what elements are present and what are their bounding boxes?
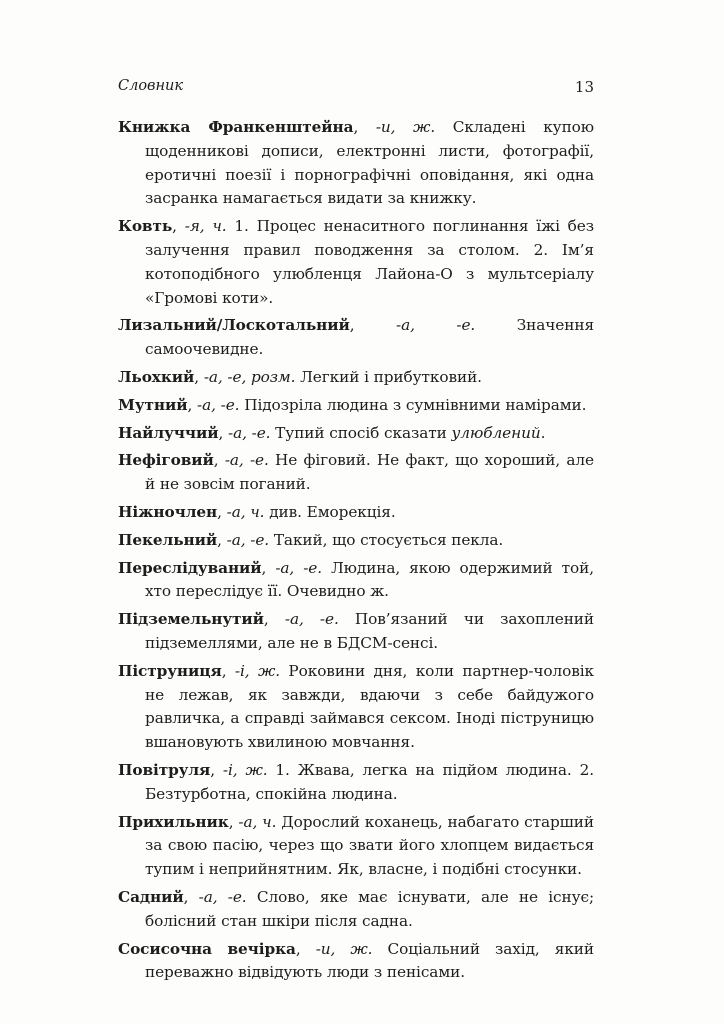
entry-definition: див. Еморекція. <box>264 502 396 521</box>
entry-term: Пекельний <box>118 530 218 549</box>
dictionary-entry <box>118 557 594 605</box>
entry-definition: Людина, якою одержимий той, хто переслідує її. Очевидно ж. <box>145 558 594 601</box>
entry-separator: , <box>221 661 235 680</box>
dictionary-entry <box>118 215 594 310</box>
entry-separator: , <box>295 939 316 958</box>
entry-separator: , <box>217 530 227 549</box>
entry-separator: , <box>349 316 397 335</box>
entry-separator: , <box>218 423 229 442</box>
dictionary-entries <box>118 116 594 989</box>
entry-grammar: -я, ч. <box>184 217 227 236</box>
dictionary-entry <box>118 529 594 553</box>
entry-definition-end: . <box>540 423 546 442</box>
entry-grammar: -а, -е. <box>197 395 240 414</box>
entry-separator: , <box>353 118 376 136</box>
entry-grammar: -а, -е. <box>226 530 270 549</box>
entry-term: Повітруля <box>118 760 211 779</box>
entry-separator: , <box>210 760 223 779</box>
entry-term: Прихильник <box>118 812 229 831</box>
entry-term: Льохкий <box>118 367 195 386</box>
entry-definition: 1. Жвава, легка на підйом людина. 2. Безтурботна, спокійна людина. <box>145 760 594 803</box>
entry-term: Ковть <box>118 217 173 236</box>
entry-grammar: -и, ж. <box>315 939 373 958</box>
entry-term: Мутний <box>118 395 188 414</box>
entry-grammar: -і, ж. <box>222 760 268 779</box>
entry-definition-italic: улюблений <box>451 423 541 442</box>
entry-grammar: -а, ч. <box>226 502 265 521</box>
entry-term: Садний <box>118 887 184 906</box>
dictionary-entry <box>118 394 594 418</box>
entry-term: Ніжночлен <box>118 502 218 521</box>
dictionary-entry <box>118 449 594 497</box>
entry-grammar: -а, -е. <box>284 610 339 629</box>
entry-grammar: -а, -е. <box>198 887 247 906</box>
entry-term: Нефіговий <box>118 451 214 470</box>
dictionary-entry <box>118 422 594 446</box>
entry-separator: , <box>228 812 239 831</box>
entry-separator: , <box>194 367 204 386</box>
running-head: Словник <box>118 78 184 94</box>
dictionary-entry <box>118 366 594 390</box>
entry-term: Піструниця <box>118 661 222 680</box>
dictionary-entry <box>118 116 594 211</box>
entry-definition: Слово, яке має існувати, але не існує; болісний стан шкіри після садна. <box>145 887 594 930</box>
entry-definition: Не фіговий. Не факт, що хороший, але й не зовсім поганий. <box>145 451 594 494</box>
entry-grammar: -а, -е. <box>396 316 476 335</box>
page-number: 13 <box>574 78 594 96</box>
dictionary-entry <box>118 608 594 656</box>
entry-term: Найлуччий <box>118 423 219 442</box>
entry-definition: Такий, що стосується пекла. <box>269 530 504 549</box>
entry-definition: Підозріла людина з сумнівними намірами. <box>239 395 587 414</box>
entry-definition: Пов’язаний чи захоплений підземеллями, але не в БДСМ-сенсі. <box>145 610 594 652</box>
entry-grammar: -и, ж. <box>375 118 436 136</box>
entry-grammar: -а, -е. <box>228 423 271 442</box>
entry-grammar: -а, -е. <box>224 451 269 470</box>
entry-term: Переслідуваний <box>118 558 262 577</box>
entry-definition: 1. Процес ненаситного поглинання їжі без залучення правил поводження за столом. 2. Ім’я котоподібного улюбленця Лайона-О з мультсеріалу «Громові коти». <box>145 217 594 307</box>
dictionary-entry <box>118 938 594 986</box>
entry-term: Підземельнутий <box>118 610 264 629</box>
entry-separator: , <box>217 502 227 521</box>
dictionary-entry <box>118 314 594 362</box>
entry-term: Лизальний/Лоскотальний <box>118 316 350 335</box>
entry-term: Книжка Франкенштейна <box>118 118 354 136</box>
entry-definition: Складені купою щоденникові дописи, електронні листи, фотографії, еротичні поезії і порнографічні оповідання, які одна засранка намагається видати за книжку. <box>145 118 594 208</box>
dictionary-entry <box>118 660 594 755</box>
entry-separator: , <box>263 610 285 629</box>
dictionary-entry <box>118 886 594 934</box>
entry-grammar: -а, -е. <box>275 558 322 577</box>
dictionary-entry <box>118 759 594 807</box>
entry-definition: Значення самоочевидне. <box>145 316 594 359</box>
dictionary-entry <box>118 811 594 882</box>
entry-definition: Соціальний захід, який переважно відвідують люди з пенісами. <box>145 939 594 982</box>
entry-definition: Дорослий коханець, набагато старший за свою пасію, через що звати його хлопцем видається тупим і неприйнятним. Як, власне, і подібні стосунки. <box>145 812 594 879</box>
entry-definition: Роковини дня, коли партнер-чоловік не лежав, як завжди, вдаючи з себе байдужого равличка, а справді займався сексом. Іноді піструницю вшановують хвилиною мовчання. <box>145 661 595 752</box>
dictionary-entry <box>118 501 594 525</box>
entry-separator: , <box>187 395 198 414</box>
entry-definition: Легкий і прибутковий. <box>295 367 482 386</box>
entry-term: Сосисочна вечірка <box>118 939 296 958</box>
entry-separator: , <box>172 217 185 236</box>
entry-grammar: -а, -е, розм. <box>203 367 296 386</box>
entry-grammar: -а, ч. <box>238 812 277 831</box>
entry-definition: Тупий спосіб сказати <box>270 423 452 442</box>
entry-separator: , <box>183 887 199 906</box>
entry-separator: , <box>261 558 276 577</box>
entry-grammar: -і, ж. <box>234 661 280 680</box>
entry-separator: , <box>213 451 225 470</box>
